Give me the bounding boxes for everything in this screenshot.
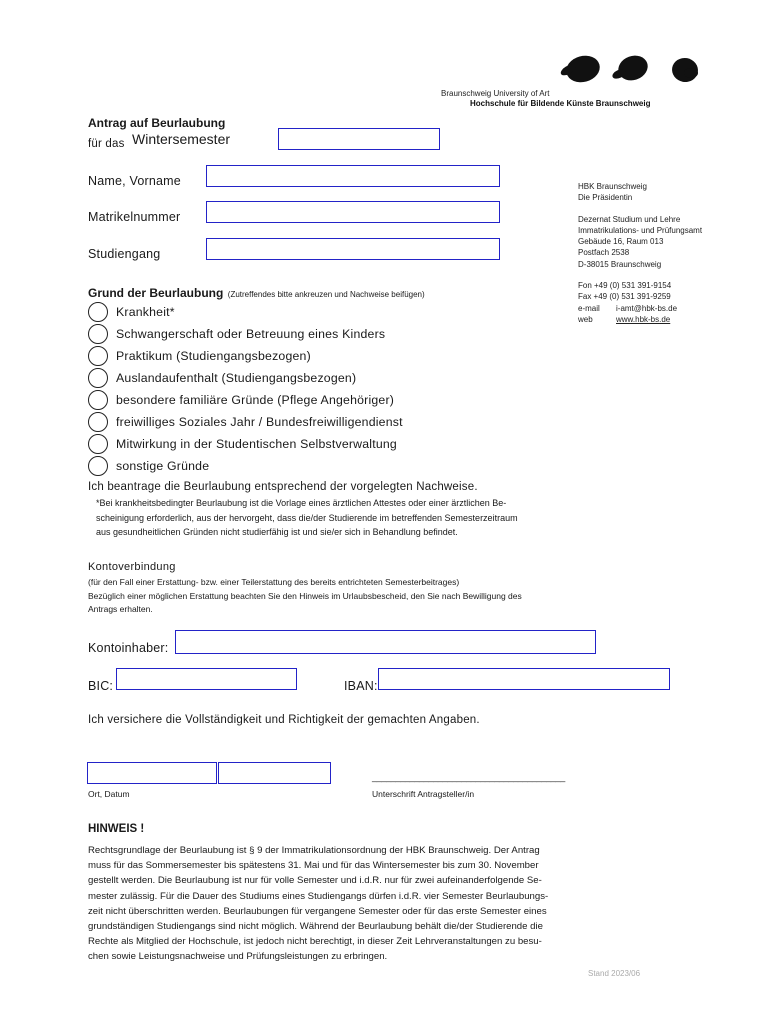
- bank-info-line: (für den Fall einer Erstattung- bzw. einer Teilerstattung des bereits entrichteten Semesterbeitrages): [88, 577, 460, 587]
- illness-note-line: aus gesundheitlichen Gründen nicht studierfähig ist und sie/er sich in Behandlung befindet.: [96, 527, 458, 537]
- version-stamp: Stand 2023/06: [588, 969, 641, 978]
- radio-schwangerschaft[interactable]: [88, 324, 108, 344]
- reasons-hint: (Zutreffendes bitte ankreuzen und Nachweise beifügen): [227, 290, 425, 299]
- account-holder-label: Kontoinhaber:: [88, 641, 169, 655]
- signature-label: Unterschrift Antragsteller/in: [372, 789, 475, 799]
- studiengang-field[interactable]: [206, 238, 500, 260]
- bank-heading: Kontoverbindung: [88, 561, 176, 573]
- bic-label: BIC:: [88, 679, 114, 693]
- name-field[interactable]: [206, 165, 500, 187]
- bank-info-line: Antrags erhalten.: [88, 604, 153, 614]
- place-date-label: Ort, Datum: [88, 789, 130, 799]
- radio-sonstige[interactable]: [88, 456, 108, 476]
- date-field[interactable]: [218, 762, 331, 784]
- address-line: Gebäude 16, Raum 013: [578, 237, 664, 247]
- radio-praktikum[interactable]: [88, 346, 108, 366]
- web-link[interactable]: www.hbk-bs.de: [616, 314, 671, 324]
- phone-line: Fon +49 (0) 531 391-9154: [578, 281, 672, 291]
- semester-label: Wintersemester: [132, 131, 231, 147]
- radio-familiaere-gruende[interactable]: [88, 390, 108, 410]
- radio-selbstverwaltung[interactable]: [88, 434, 108, 454]
- matrikel-field[interactable]: [206, 201, 500, 223]
- form-title: Antrag auf Beurlaubung: [88, 116, 226, 130]
- notice-line: muss für das Sommersemester bis spätestens 31. Mai und für das Wintersemester bis zum 30. November: [88, 860, 539, 872]
- address-line: HBK Braunschweig: [578, 182, 647, 191]
- address-line: Dezernat Studium und Lehre: [578, 214, 681, 224]
- illness-note-line: *Bei krankheitsbedingter Beurlaubung ist die Vorlage eines ärztlichen Attestes oder einer ärztlichen Be-: [96, 498, 507, 508]
- for-the-label: für das: [88, 138, 125, 150]
- notice-line: gestellt werden. Die Beurlaubung ist nur für volle Semester und i.d.R. nur für zwei aufeinanderfolgende Se-: [88, 875, 542, 887]
- reason-label: Praktikum (Studiengangsbezogen): [116, 349, 311, 363]
- iban-label: IBAN:: [344, 679, 378, 693]
- notice-line: mester zulässig. Für die Dauer des Studiums eines Studiengangs dürfen i.d.R. vier Semester Beurlaubungs-: [88, 890, 549, 902]
- notice-line: zeit nicht überschritten werden. Beurlaubungen für vergangene Semester oder für das erste Semester eines: [88, 905, 547, 917]
- reason-label: Schwangerschaft oder Betreuung eines Kinders: [116, 327, 386, 341]
- bank-info-line: Bezüglich einer möglichen Erstattung beachten Sie den Hinweis im Urlaubsbescheid, den Sie nach Bewilligung des: [88, 590, 522, 601]
- reasons-heading: Grund der Beurlaubung: [88, 286, 224, 300]
- address-line: Die Präsidentin: [578, 193, 633, 203]
- address-block: [578, 181, 702, 325]
- illness-note: [96, 496, 518, 540]
- email-value: i-amt@hbk-bs.de: [616, 303, 678, 313]
- signature-line: _________________________________________: [372, 772, 565, 782]
- radio-auslandaufenthalt[interactable]: [88, 368, 108, 388]
- web-label: web: [578, 314, 593, 324]
- bank-info: [88, 577, 522, 616]
- bic-field[interactable]: [116, 668, 297, 690]
- semester-year-field[interactable]: [278, 128, 440, 150]
- assurance-statement: Ich versichere die Vollständigkeit und Richtigkeit der gemachten Angaben.: [88, 714, 480, 726]
- matrikel-label: Matrikelnummer: [88, 210, 181, 224]
- address-line: Immatrikulations- und Prüfungsamt: [578, 225, 703, 235]
- notice-line: grundständigen Studiengangs sind nicht möglich. Während der Beurlaubung behält die/der Studierende die: [88, 921, 543, 933]
- university-name-en: Braunschweig University of Art: [441, 89, 550, 98]
- reasons-header: [88, 284, 425, 302]
- university-name-de: Hochschule für Bildende Künste Braunschweig: [470, 99, 651, 108]
- notice-heading: HINWEIS !: [88, 823, 145, 835]
- address-line: Postfach 2538: [578, 248, 630, 258]
- reason-label: freiwilliges Soziales Jahr / Bundesfreiwilligendienst: [116, 415, 403, 429]
- notice-line: Rechtsgrundlage der Beurlaubung ist § 9 der Immatrikulationsordnung der HBK Braunschweig. Der Antrag: [88, 845, 540, 856]
- reason-label: sonstige Gründe: [116, 459, 210, 473]
- reason-label: Mitwirkung in der Studentischen Selbstverwaltung: [116, 437, 397, 451]
- fax-line: Fax +49 (0) 531 391-9259: [578, 292, 671, 302]
- place-field[interactable]: [87, 762, 217, 784]
- email-label: e-mail: [578, 303, 600, 313]
- address-line: D-38015 Braunschweig: [578, 259, 662, 269]
- notice-line: chen sowie Leistungsnachweise und Prüfungsleistungen zu erbringen.: [88, 951, 388, 963]
- studiengang-label: Studiengang: [88, 247, 161, 261]
- iban-field[interactable]: [378, 668, 670, 690]
- reason-label: Krankheit*: [116, 305, 175, 319]
- request-statement: Ich beantrage die Beurlaubung entsprechend der vorgelegten Nachweise.: [88, 481, 478, 493]
- reason-label: Auslandaufenthalt (Studiengangsbezogen): [116, 371, 357, 385]
- account-holder-field[interactable]: [175, 630, 596, 654]
- radio-krankheit[interactable]: [88, 302, 108, 322]
- name-label: Name, Vorname: [88, 174, 181, 188]
- radio-fsj[interactable]: [88, 412, 108, 432]
- notice-line: Rechte als Mitglied der Hochschule, ist jedoch nicht berechtigt, in dieser Zeit Lehrveranstaltungen zu besu-: [88, 936, 542, 948]
- reason-label: besondere familiäre Gründe (Pflege Angehöriger): [116, 393, 395, 407]
- illness-note-line: scheinigung erforderlich, aus der hervorgeht, dass die/der Studierende im betreffenden Semesterzeitraum: [96, 512, 518, 523]
- notice-body: [88, 843, 668, 965]
